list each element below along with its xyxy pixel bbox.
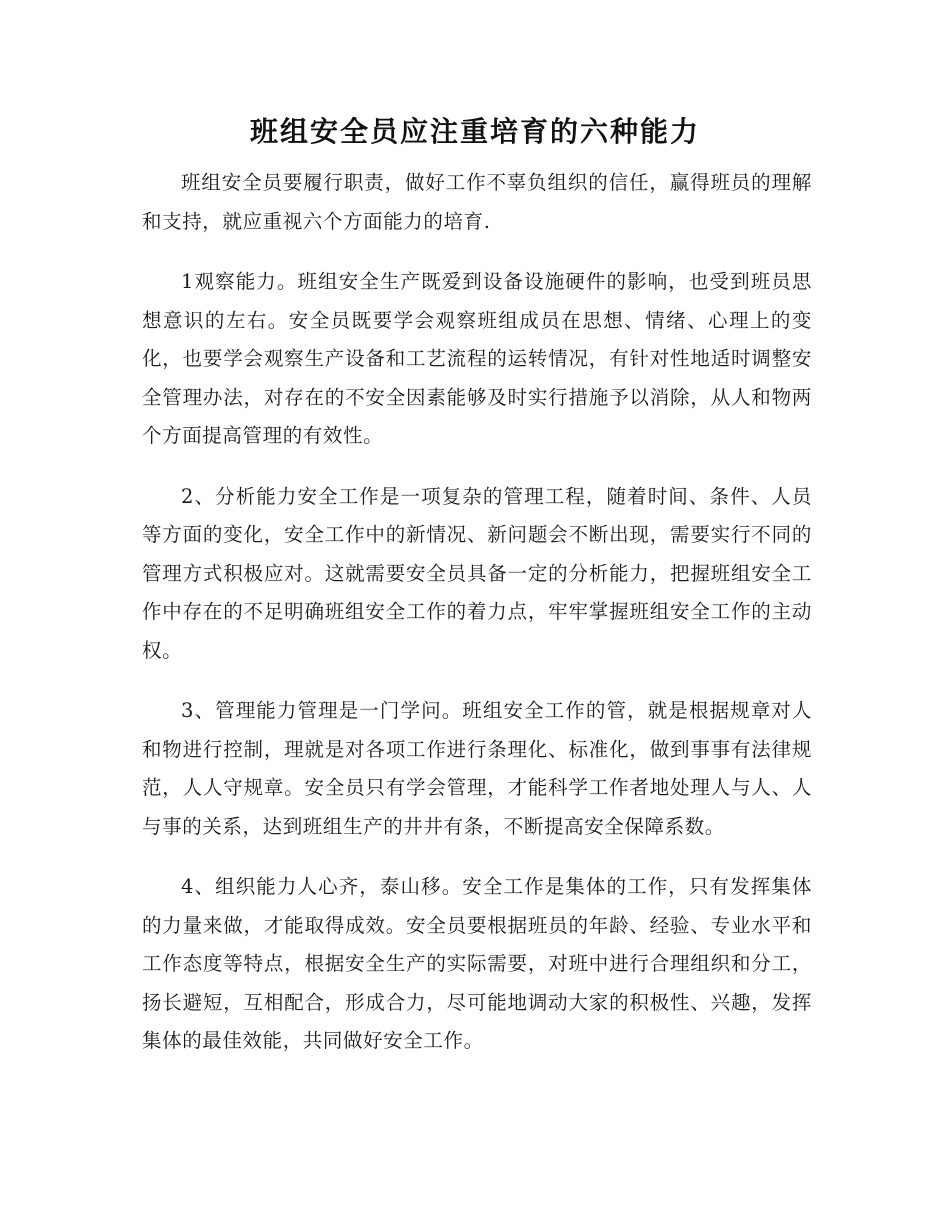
document-body — [142, 164, 812, 1083]
paragraph-intro: 班组安全员要履行职责，做好工作不辜负组织的信任，赢得班员的理解和支持，就应重视六个方面能力的培育. — [142, 171, 812, 233]
paragraph-management-ability: 3、管理能力管理是一门学问。班组安全工作的管，就是根据规章对人和物进行控制，理就是对各项工作进行条理化、标准化，做到事事有法律规范，人人守规章。安全员只有学会管理，才能科学工作者地处理人与人、人与事的关系，达到班组生产的井井有条，不断提高安全保障系数。 — [142, 699, 812, 838]
document-title: 班组安全员应注重培育的六种能力 — [249, 115, 700, 148]
paragraph-analysis-ability: 2、分析能力安全工作是一项复杂的管理工程，随着时间、条件、人员等方面的变化，安全工作中的新情况、新问题会不断出现，需要实行不同的管理方式积极应对。这就需要安全员具备一定的分析能力，把握班组安全工作中存在的不足明确班组安全工作的着力点，牢牢掌握班组安全工作的主动权。 — [142, 484, 812, 662]
paragraph-organization-ability: 4、组织能力人心齐，泰山移。安全工作是集体的工作，只有发挥集体的力量来做，才能取得成效。安全员要根据班员的年龄、经验、专业水平和工作态度等特点，根据安全生产的实际需要，对班中进行合理组织和分工，扬长避短，互相配合，形成合力，尽可能地调动大家的积极性、兴趣，发挥集体的最佳效能，共同做好安全工作。 — [142, 875, 812, 1052]
paragraph-observation-ability: 1观察能力。班组安全生产既爱到设备设施硬件的影响，也受到班员思想意识的左右。安全员既要学会观察班组成员在思想、情绪、心理上的变化，也要学会观察生产设备和工艺流程的运转情况，有针对性地适时调整安全管理办法，对存在的不安全因素能够及时实行措施予以消除，从人和物两个方面提高管理的有效性。 — [142, 270, 812, 447]
